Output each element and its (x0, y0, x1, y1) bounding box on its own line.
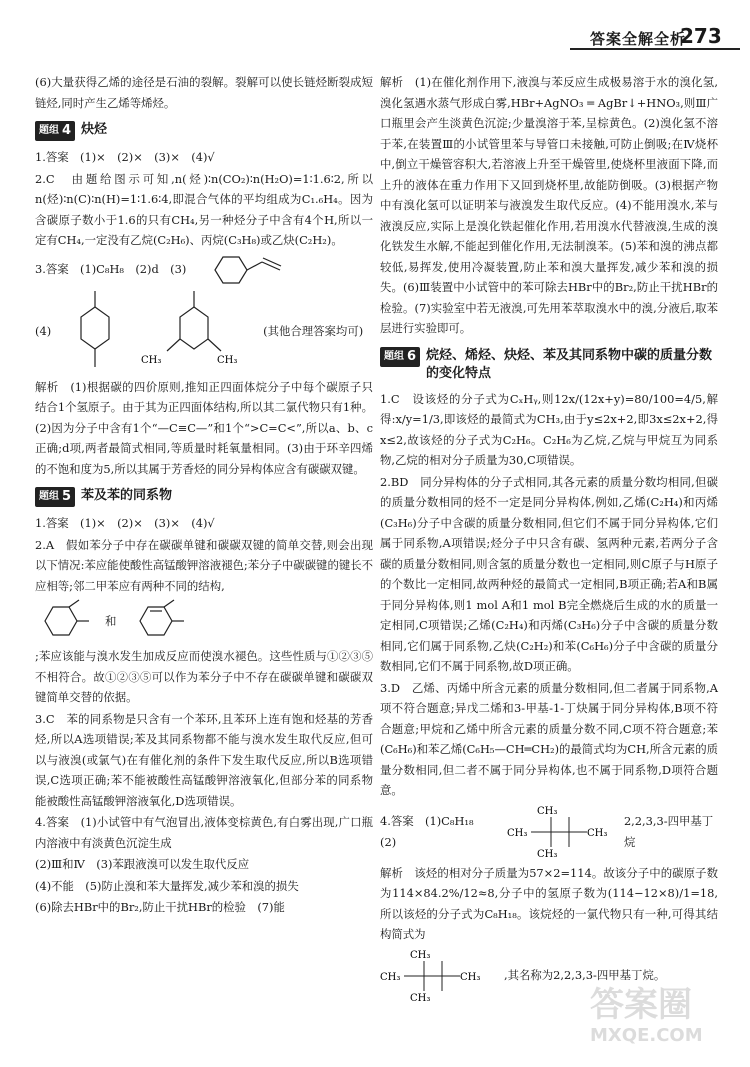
header-title: 答案全解全析 (590, 30, 687, 48)
svg-text:CH₃: CH₃ (460, 971, 481, 983)
s5-q4-analysis: 解析 (1)在催化剂作用下,液溴与苯反应生成极易溶于水的溴化氢,溴化氢遇水蒸气形成白雾,HBr+AgNO₃ ═ AgBr↓+HNO₃,则Ⅲ广口瓶里会产生淡黄色沉淀;少量溴溶于苯,呈棕黄色。(2)溴化氢不溶于苯,在装置Ⅲ的小试管里苯与导管口未接触,可防止倒吸;在Ⅳ烧杯中,倒立干燥管容积大,若溶液上升至干燥管里,使烧杯里液面下降,而上升的液体在重力作用下又回到烧杯里,故能防倒吸。(3)根据产物中有溴化氢可以证明苯与液溴发生取代反应。(4)不能用溴水,苯与液溴反应,实际上是溴化铁起催化作用,若用溴水代替液溴,生成的溴化铁发生水解,不能起到催化作用,无法制溴苯。(5)苯和溴的沸点都较低,易挥发,使用冷凝装置,防止苯和溴大量挥发,减少苯和溴的损失。(6)Ⅲ装置中小试管中的苯可除去HBr中的Br₂,防止干扰HBr的检验。(7)实验室中若无液溴,可先用苯萃取溴水中的溴,分液后,取苯层进行实验即可。 (380, 75, 718, 335)
s5-q3: 3.C 苯的同系物是只含有一个苯环,且苯环上连有饱和烃基的芳香烃,所以A选项错误;苯及其同系物都不能与溴水发生取代反应,但可以与液溴(或氯气)在有催化剂的条件下发生取代反应,所以B选项错误,C选项正确;苯不能被酸性高锰酸钾溶液氧化,但部分苯的同系物能被酸性高锰酸钾溶液氧化,D选项错误。 (35, 711, 373, 808)
styrene-structure (200, 253, 290, 287)
mesitylene-structure (139, 289, 249, 375)
section-6-heading (380, 347, 718, 383)
section-5-heading (35, 487, 373, 507)
section-tag: 题组 4 (35, 121, 75, 141)
s6-q4-head: 4.答案 (1)C₈H₁₈ (2) CH₃ CH₃ CH₃ CH₃ 2,2,3,3-四甲基丁烷 (380, 803, 718, 861)
page-number: 273 (680, 24, 722, 48)
section-tag: 题组 6 (380, 347, 420, 367)
page-header (0, 0, 750, 62)
left-column (35, 72, 373, 919)
s6-q3: 3.D 乙烯、丙烯中所含元素的质量分数相同,但二者属于同系物,A项不符合题意;异戊二烯和3-甲基-1-丁炔属于同分异构体,B项不符合题意;甲烷和乙烯中所含元素的质量分数不同,C项不符合题意;苯(C₆H₆)和苯乙烯(C₆H₅—CH═CH₂)的最简式均为CH,所含元素的质量分数相同,但二者不属于同分异构体,也不属于同系物,D项符合题意。 (380, 680, 718, 797)
s5-q1: 1.答案 (1)× (2)× (3)× (4)√ (35, 516, 215, 530)
svg-text:CH₃: CH₃ (537, 805, 558, 817)
s4-q3-head: 3.答案 (1)C₈H₈ (2)d (3) (35, 253, 373, 287)
s4-q2: 2.C 由题给图示可知,n(烃)∶n(CO₂)∶n(H₂O)=1∶1.6∶2,所以n(烃)∶n(C)∶n(H)=1∶1.6∶4,即混合气体的平均组成为C₁.₆H₄。因为含碳原子数小于1.6的只有CH₄,另一种烃分子中含有4个H,所以一定有CH₄,一定没有乙烷(C₂H₆)、丙烷(C₃H₈)或乙炔(C₂H₂)。 (35, 171, 373, 247)
s5-q4-6: (6)除去HBr中的Br₂,防止干扰HBr的检验 (7)能 (35, 900, 285, 914)
right-column (380, 72, 718, 1007)
tetramethylbutane-structure (507, 803, 610, 861)
section-4-heading (35, 121, 373, 141)
s4-q1: 1.答案 (1)× (2)× (3)× (4)√ (35, 150, 215, 164)
s5-q4-4: (4)不能 (5)防止溴和苯大量挥发,减少苯和溴的损失 (35, 878, 299, 893)
section-title: 苯及苯的同系物 (81, 488, 173, 503)
q3-note: (其他合理答案均可) (263, 324, 364, 339)
svg-text:CH₃: CH₃ (410, 949, 431, 961)
s6-q1: 1.C 设该烃的分子式为CₓHᵧ,则12x/(12x+y)=80/100=4/5,解得:x/y=1/3,即该烃的最简式为CH₃,由于y≤2x+2,即3x≤2x+2,得x≤2,故该烃的分子式为C₂H₆。C₂H₆为乙烷,乙烷与甲烷互为同系物,乙烷的相对分子质量为30,C项错误。 (380, 391, 718, 467)
s6-q4-tail: CH₃ CH₃ CH₃ CH₃ ,其名称为2,2,3,3-四甲基丁烷。 (380, 947, 718, 1005)
svg-text:CH₃: CH₃ (410, 992, 431, 1004)
s5-q2a: 2.A 假如苯分子中存在碳碳单键和碳碳双键的简单交替,则会出现以下情况:苯应能使酸性高锰酸钾溶液褪色;苯分子中碳碳键的键长不应相等;邻二甲苯应有两种不同的结构, (35, 537, 374, 593)
s5-q4: 4.答案 (1)小试管中有气泡冒出,液体变棕黄色,有白雾出现,广口瓶内溶液中有淡黄色沉淀生成 (35, 815, 373, 850)
svg-text:CH₃: CH₃ (217, 354, 238, 366)
s5-q2b: ;苯应该能与溴水发生加成反应而使溴水褪色。这些性质与①②③⑤不相符合。故①②③⑤可以作为苯分子中不存在碳碳单键和碳碳双键简单交替的依据。 (35, 649, 373, 704)
o-xylene-structure-b (130, 598, 186, 644)
s4-q3-analysis: 解析 (1)根据碳的四价原则,推知正四面体烷分子中每个碳原子只结合1个氢原子。由于其为正四面体结构,所以其二氯代物只有1种。(2)因为分子中含有1个“—C≡C—”和1个“>C=C<”,所以a、b、c正确;d项,两者最简式相同,等质量时耗氧量相同。(3)由于环辛四烯的不饱和度为5,所以其属于芳香烃的同分异构体应含有碳碳双键。 (35, 379, 373, 476)
svg-text:CH₃: CH₃ (380, 971, 401, 983)
xylene-structures: 和 (35, 598, 373, 644)
section-title: 炔烃 (81, 122, 108, 137)
section-tag: 题组 5 (35, 487, 75, 507)
svg-text:CH₃: CH₃ (537, 848, 558, 860)
svg-text:CH₃: CH₃ (587, 827, 608, 839)
header-rule (570, 48, 740, 50)
p-xylene-structure (65, 289, 125, 375)
svg-text:CH₃: CH₃ (141, 354, 162, 366)
s6-q2: 2.BD 同分异构体的分子式相同,其各元素的质量分数均相同,但碳的质量分数相同的烃不一定是同分异构体,例如,乙烯(C₂H₄)和丙烯(C₃H₆)分子中含碳的质量分数相同,但它们不属于同分异构体,它们属于同系物,A项错误;烃分子中只含有碳、氢两种元素,若两分子含碳的质量分数相同,则含氢的质量分数也一定相同,则C原子与H原子的个数比一定相同,故两种烃的最简式一定相同,B项正确;若A和B属于同分异构体,则1 mol A和1 mol B完全燃烧后生成的水的质量一定相同,C项错误;乙烯(C₂H₄)和丙烯(C₃H₆)分子中含碳的质量分数相同,它们属于同系物,乙炔(C₂H₂)和苯(C₆H₆)分子中含碳的质量分数相同,它们不属于同系物,故D项正确。 (380, 474, 718, 673)
intro-paragraph: (6)大量获得乙烯的途径是石油的裂解。裂解可以使长链烃断裂成短链烃,同时产生乙烯等烯烃。 (35, 75, 373, 110)
s5-q4-2: (2)Ⅲ和Ⅳ (3)苯跟液溴可以发生取代反应 (35, 857, 250, 871)
tetramethylbutane-structure-2 (380, 947, 490, 1005)
svg-text:CH₃: CH₃ (507, 827, 528, 839)
s4-q3-structures: (4) CH₃ CH₃ (其他合理答案均可) (35, 289, 373, 375)
o-xylene-structure-a (35, 598, 91, 644)
s6-q4-analysis: 解析 该烃的相对分子质量为57×2=114。故该分子中的碳原子数为114×84.2%/12≈8,分子中的氢原子数为(114−12×8)/1=18,所以该烃的分子式为C₈H₁₈。该烷烃的一氯代物只有一种,可得其结构简式为 (380, 865, 718, 941)
section-title: 烷烃、烯烃、炔烃、苯及其同系物中碳的质量分数的变化特点 (426, 347, 713, 381)
watermark: 答案圈 MXQE.COM (590, 985, 703, 1046)
